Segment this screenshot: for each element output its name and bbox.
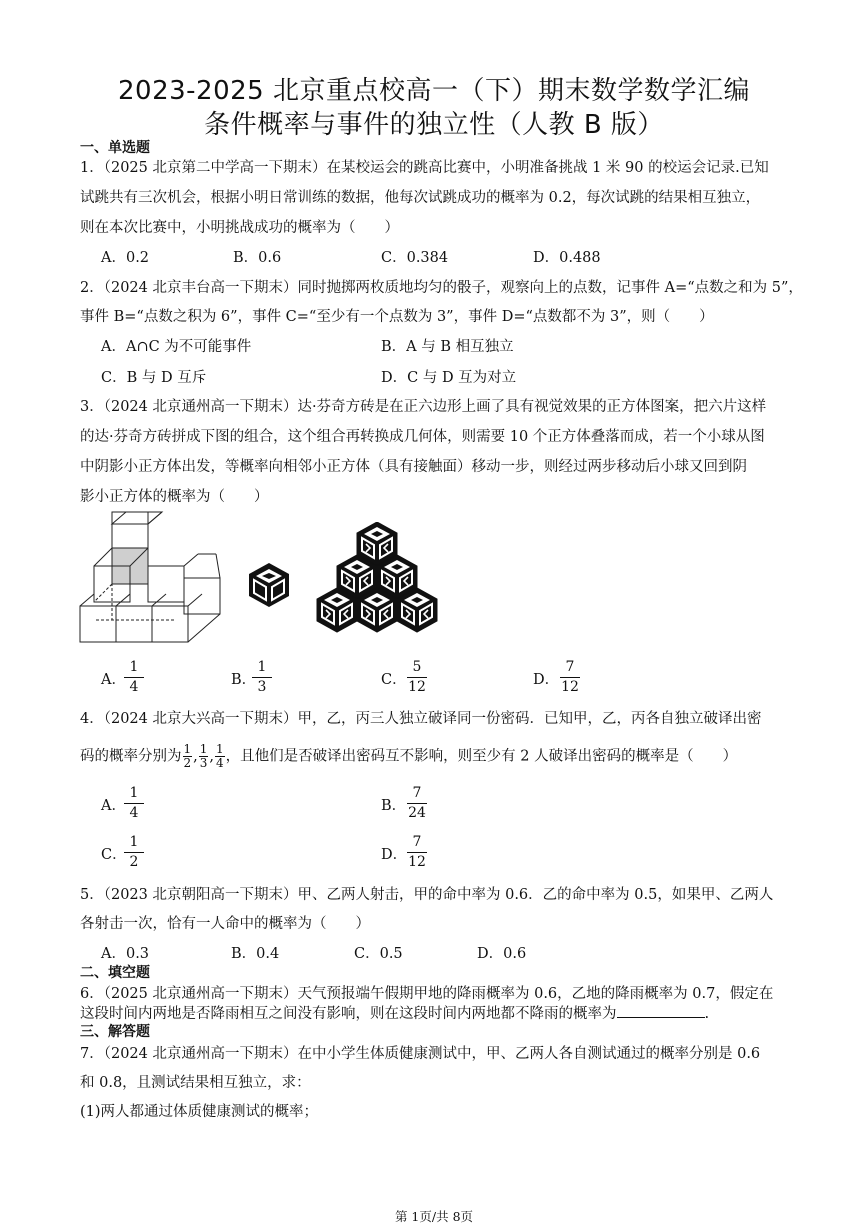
q4-option-c-fraction (122, 834, 146, 871)
q4-prob-fraction-1 (183, 743, 193, 770)
q5-text-line2: 各射击一次，恰有一人命中的概率为（ ） (80, 916, 370, 932)
q2-text-line2: 事件 B=“点数之积为 6”，事件 C=“至少有一个点数为 3”，事件 D=“点数都不为 3”，则（ ） (80, 309, 714, 325)
q4-option-d-label[interactable]: D． (381, 847, 408, 863)
numerator: 1 (129, 785, 139, 801)
section-heading-single-choice: 一、单选题 (80, 140, 150, 156)
q4-text-line1: 4．（2024 北京大兴高一下期末）甲，乙，丙三人独立破译同一份密码．已知甲，乙，丙各自独立破译出密 (80, 711, 762, 727)
q4-prob-fraction-3 (215, 743, 225, 770)
q3-text-line1: 3．（2024 北京通州高一下期末）达·芬奇方砖是在正六边形上画了具有视觉效果的正方体图案，把六片这样 (80, 399, 767, 415)
q2-option-d[interactable]: D．C 与 D 互为对立 (381, 370, 517, 386)
q5-option-a[interactable]: A．0.3 (101, 946, 150, 962)
q5-text-line1: 5．（2023 北京朝阳高一下期末）甲、乙两人射击，甲的命中率为 0.6．乙的命中率为 0.5，如果甲、乙两人 (80, 887, 774, 903)
q1-option-c[interactable]: C．0.384 (381, 250, 449, 266)
denominator: 4 (129, 679, 139, 695)
numerator: 1 (216, 742, 224, 756)
q3-option-c-fraction (405, 659, 429, 696)
q4-option-a-fraction (122, 785, 146, 822)
doc-title-line1: 2023-2025 北京重点校高一（下）期末数学数学汇编 (118, 76, 750, 106)
numerator: 7 (565, 659, 575, 675)
q7-text-line1: 7．（2024 北京通州高一下期末）在中小学生体质健康测试中，甲、乙两人各自测试通过的概率分别是 0.6 (80, 1046, 761, 1062)
q5-option-d[interactable]: D．0.6 (477, 946, 527, 962)
q2-option-a[interactable]: A．A∩C 为不可能事件 (101, 339, 252, 355)
q4-prob-fraction-2 (199, 743, 209, 770)
q4-option-c-label[interactable]: C． (101, 847, 127, 863)
q5-option-c[interactable]: C．0.5 (354, 946, 403, 962)
davinci-tile-pyramid-figure (312, 522, 442, 640)
q4-text-suffix: ，且他们是否破译出密码互不影响，则至少有 2 人破译出密码的概率是（ ） (225, 748, 738, 765)
q6-text-line1: 6．（2025 北京通州高一下期末）天气预报端午假期甲地的降雨概率为 0.6，乙地的降雨概率为 0.7，假定在 (80, 986, 774, 1002)
q3-option-b-label[interactable]: B． (231, 672, 257, 688)
denominator: 12 (408, 679, 426, 695)
q1-text-line3: 则在本次比赛中，小明挑战成功的概率为（ ） (80, 220, 399, 236)
numerator: 1 (129, 834, 139, 850)
q3-text-line2: 的达·芬奇方砖拼成下图的组合，这个组合再转换成几何体，则需要 10 个正方体叠落而成，若一个小球从图 (80, 429, 765, 445)
q3-option-d-label[interactable]: D． (533, 672, 560, 688)
q7-text-line2: 和 0.8，且测试结果相互独立，求： (80, 1075, 311, 1091)
q6-text-line2-content: 这段时间内两地是否降雨相互之间没有影响，则在这段时间内两地都不降雨的概率为 (80, 1006, 617, 1022)
q3-option-d-fraction (558, 659, 582, 696)
q3-option-c-label[interactable]: C． (381, 672, 407, 688)
page-footer: 第 1页/共 8页 (394, 1209, 474, 1224)
q1-option-b[interactable]: B．0.6 (233, 250, 282, 266)
q4-text-prefix: 码的概率分别为 (80, 748, 182, 765)
q6-answer-blank[interactable] (617, 1003, 705, 1018)
denominator: 12 (561, 679, 579, 695)
q4-option-b-fraction (405, 785, 429, 822)
numerator: 7 (412, 834, 422, 850)
numerator: 1 (257, 659, 267, 675)
numerator: 1 (183, 742, 192, 756)
doc-title-line2: 条件概率与事件的独立性（人教 B 版） (204, 110, 664, 140)
q3-option-a-label[interactable]: A． (101, 672, 126, 688)
denominator: 24 (408, 805, 426, 821)
q2-option-c[interactable]: C．B 与 D 互斥 (101, 370, 207, 386)
numerator: 5 (412, 659, 422, 675)
q2-option-b[interactable]: B．A 与 B 相互独立 (381, 339, 514, 355)
q1-text-line1: 1．（2025 北京第二中学高一下期末）在某校运会的跳高比赛中，小明准备挑战 1 米 90 的校运会记录.已知 (80, 160, 769, 176)
denominator: 2 (183, 756, 192, 770)
q1-option-a[interactable]: A．0.2 (101, 250, 150, 266)
q5-option-b[interactable]: B．0.4 (231, 946, 280, 962)
denominator: 12 (408, 854, 426, 870)
q1-option-d[interactable]: D．0.488 (533, 250, 601, 266)
section-heading-fill-blank: 二、填空题 (80, 965, 150, 981)
q7-text-line3: (1)两人都通过体质健康测试的概率； (80, 1104, 319, 1120)
q4-option-b-label[interactable]: B． (381, 798, 407, 814)
denominator: 2 (129, 854, 139, 870)
denominator: 3 (257, 679, 267, 695)
numerator: 1 (129, 659, 139, 675)
q4-option-d-fraction (405, 834, 429, 871)
cube-stack-wireframe-figure (76, 508, 222, 648)
numerator: 1 (199, 742, 208, 756)
q1-text-line2: 试跳共有三次机会，根据小明日常训练的数据，他每次试跳成功的概率为 0.2，每次试跳的结果相互独立， (80, 190, 761, 206)
q3-option-a-fraction (122, 659, 146, 696)
denominator: 4 (216, 756, 224, 770)
q2-text-line1: 2．（2024 北京丰台高一下期末）同时抛掷两枚质地均匀的骰子，观察向上的点数，记事件 A=“点数之和为 5”， (80, 280, 803, 296)
q4-text-line2: 码的概率分别为 $\frac{1}{2}$ , $\frac{1}{3}$ , $\frac{1}{4}$ ，且他们是否破译出密码互不影响，则至少有 2 人破译出密码的概率是（ ） (80, 742, 738, 770)
denominator: 4 (129, 805, 139, 821)
numerator: 7 (412, 785, 422, 801)
davinci-tile-single-figure (248, 562, 290, 608)
q4-option-a-label[interactable]: A． (101, 798, 126, 814)
denominator: 3 (199, 756, 208, 770)
q3-text-line4: 影小正方体的概率为（ ） (80, 489, 269, 505)
q6-text-line2: 这段时间内两地是否降雨相互之间没有影响，则在这段时间内两地都不降雨的概率为 . (80, 1002, 709, 1023)
section-heading-answer: 三、解答题 (80, 1024, 150, 1040)
q3-option-b-fraction (250, 659, 274, 696)
q3-text-line3: 中阴影小正方体出发，等概率向相邻小正方体（具有接触面）移动一步，则经过两步移动后小球又回到阴 (80, 459, 747, 475)
